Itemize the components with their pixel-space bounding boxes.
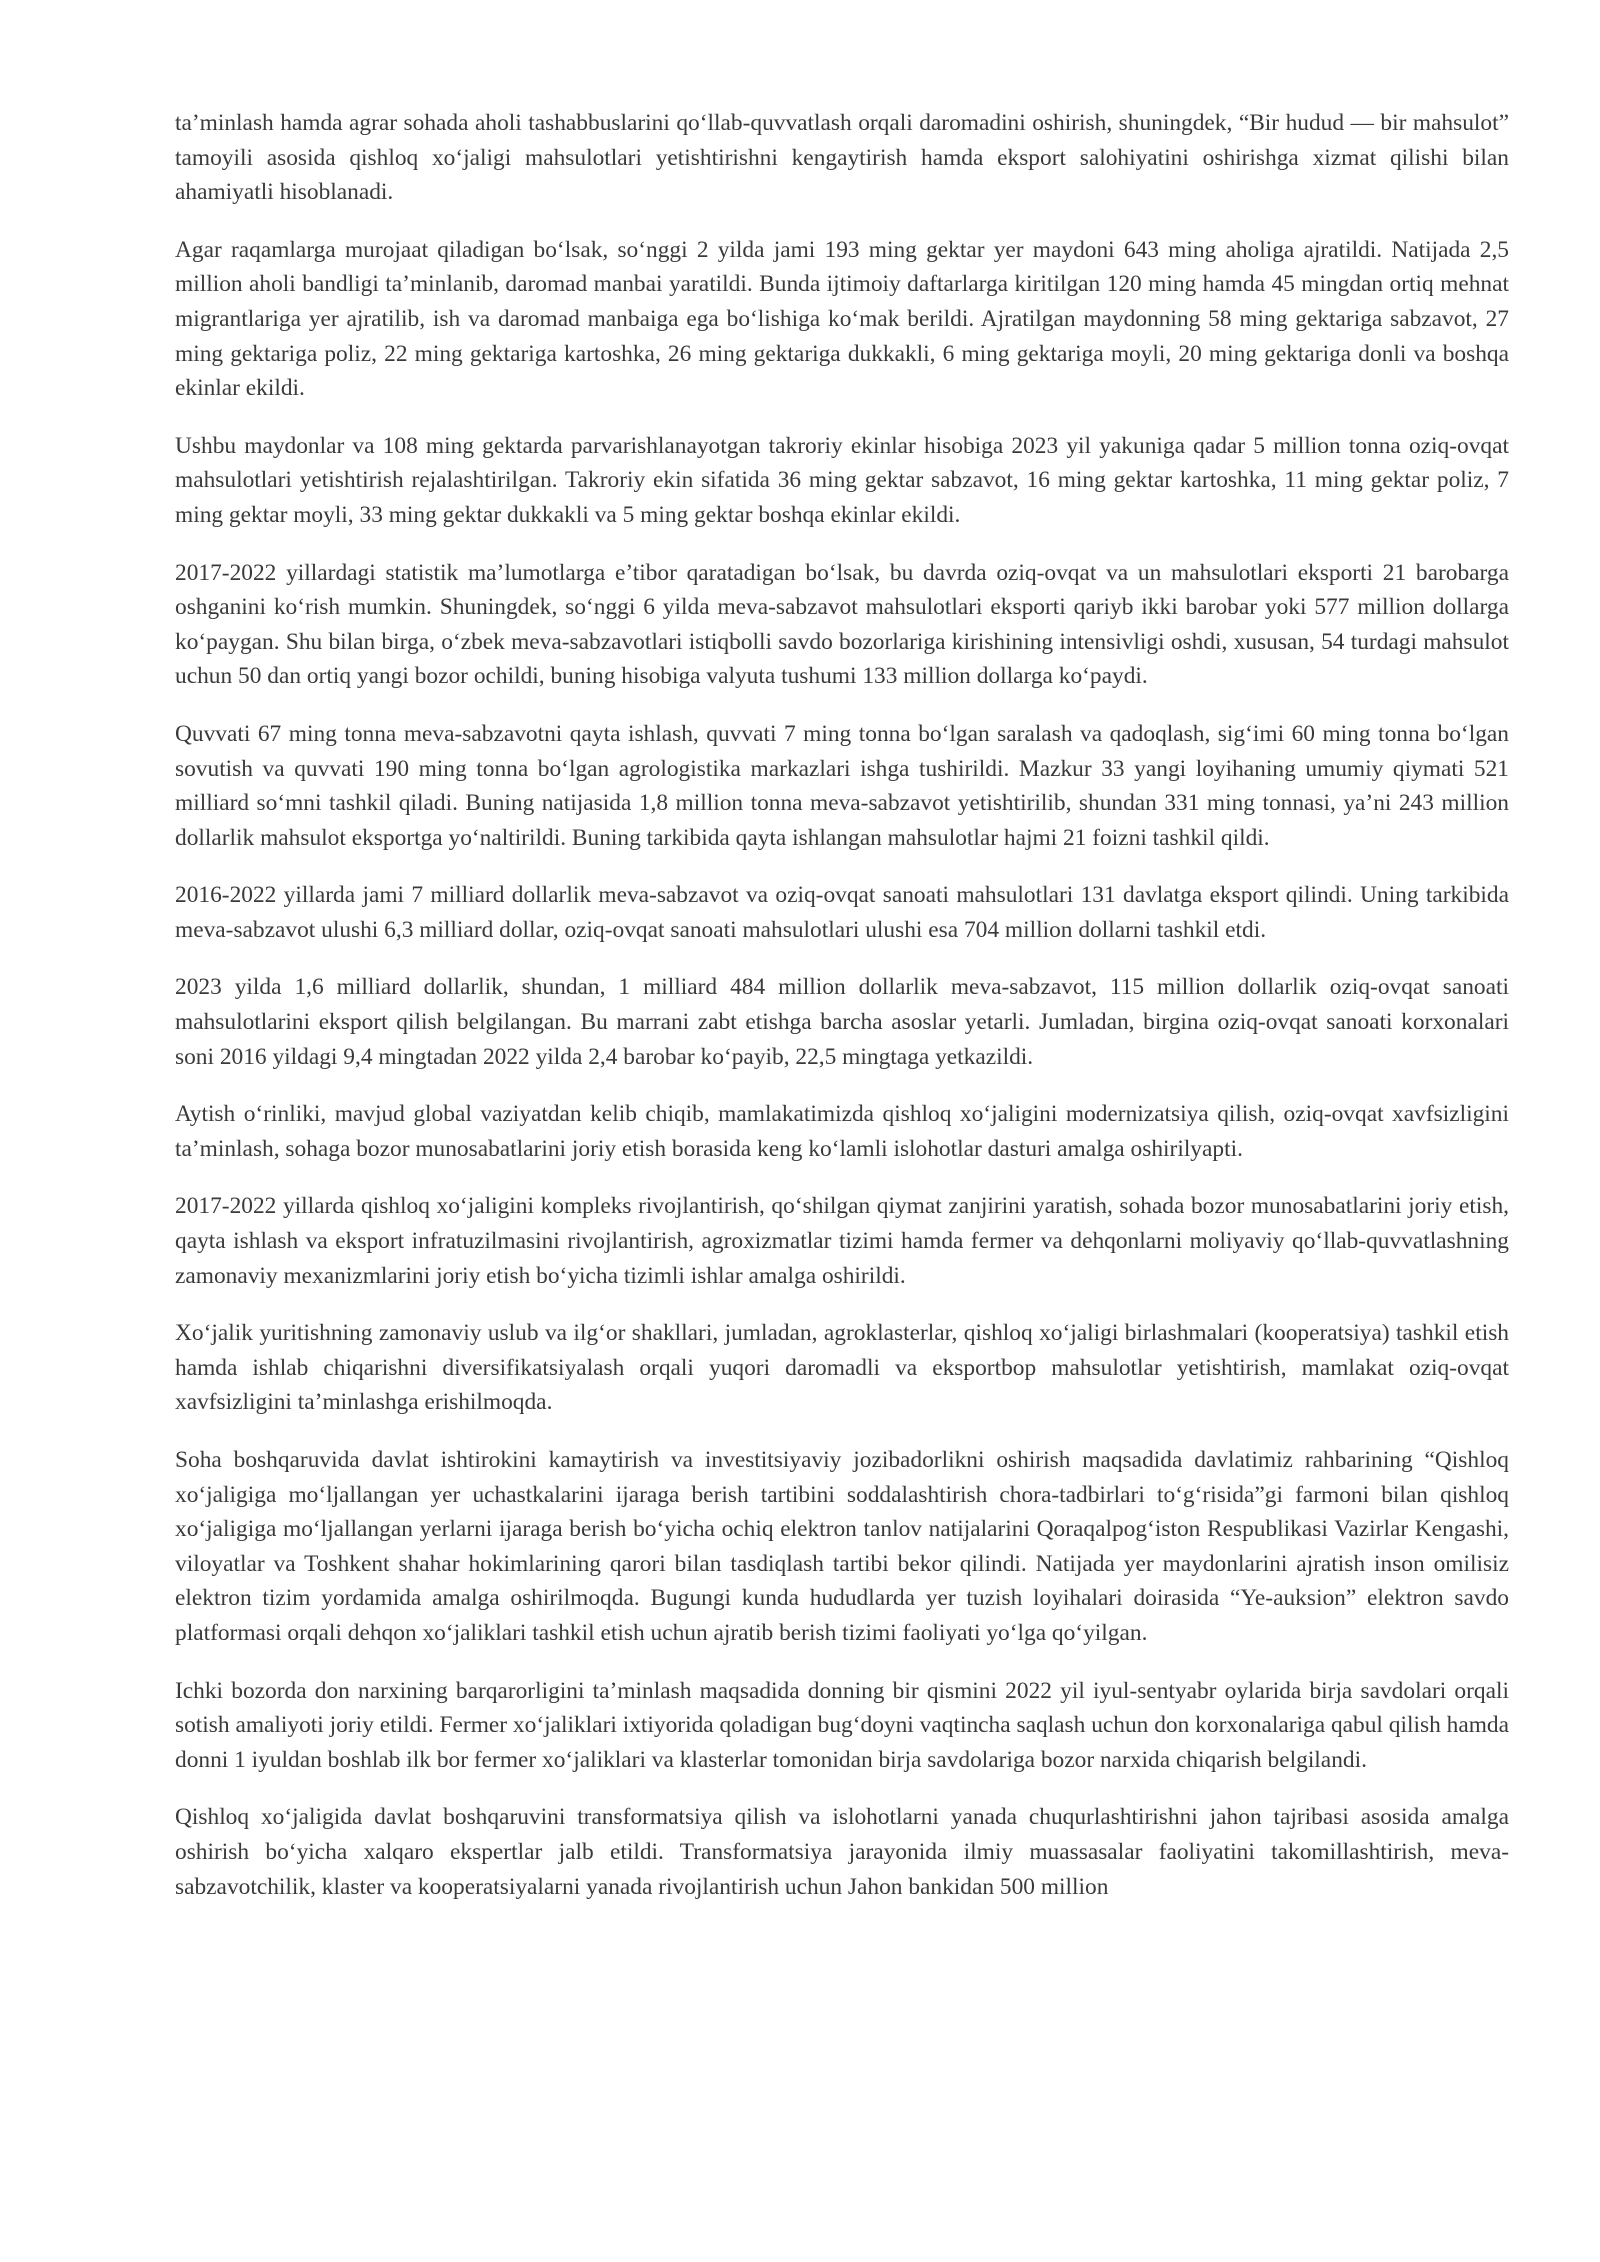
- document-page: [175, 106, 1509, 1927]
- paragraph-9: 2017-2022 yillarda qishloq xo‘jaligini kompleks rivojlantirish, qo‘shilgan qiymat zanjirini yaratish, sohada bozor munosabatlarini joriy etish, qayta ishlash va eksport infratuzilmasini rivojlantirish, agroxizmatlar tizimi hamda fermer va dehqonlarni moliyaviy qo‘llab-quvvatlashning zamonaviy mexanizmlarini joriy etish bo‘yicha tizimli ishlar amalga oshirildi.: [175, 1193, 1509, 1289]
- paragraph-5: Quvvati 67 ming tonna meva-sabzavotni qayta ishlash, quvvati 7 ming tonna bo‘lgan saralash va qadoqlash, sig‘imi 60 ming tonna bo‘lgan sovutish va quvvati 190 ming tonna bo‘lgan agrologistika markazlari ishga tushirildi. Mazkur 33 yangi loyihaning umumiy qiymati 521 milliard so‘mni tashkil qiladi. Buning natijasida 1,8 million tonna meva-sabzavot yetishtirilib, shundan 331 ming tonnasi, ya’ni 243 million dollarlik mahsulot eksportga yo‘naltirildi. Buning tarkibida qayta ishlangan mahsulotlar hajmi 21 foizni tashkil qildi.: [175, 720, 1509, 851]
- paragraph-12: Ichki bozorda don narxining barqarorligini ta’minlash maqsadida donning bir qismini 2022 yil iyul-sentyabr oylarida birja savdolari orqali sotish amaliyoti joriy etildi. Fermer xo‘jaliklari ixtiyorida qoladigan bug‘doyni vaqtincha saqlash uchun don korxonalariga qabul qilish hamda donni 1 iyuldan boshlab ilk bor fermer xo‘jaliklari va klasterlar tomonidan birja savdolariga bozor narxida chiqarish belgilandi.: [175, 1677, 1509, 1773]
- paragraph-8: Aytish o‘rinliki, mavjud global vaziyatdan kelib chiqib, mamlakatimizda qishloq xo‘jaligini modernizatsiya qilish, oziq-ovqat xavfsizligini ta’minlash, sohaga bozor munosabatlarini joriy etish borasida keng ko‘lamli islohotlar dasturi amalga oshirilyapti.: [175, 1101, 1509, 1162]
- paragraph-7: 2023 yilda 1,6 milliard dollarlik, shundan, 1 milliard 484 million dollarlik meva-sabzavot, 115 million dollarlik oziq-ovqat sanoati mahsulotlarini eksport qilish belgilangan. Bu marrani zabt etishga barcha asoslar yetarli. Jumladan, birgina oziq-ovqat sanoati korxonalari soni 2016 yildagi 9,4 mingtadan 2022 yilda 2,4 barobar ko‘payib, 22,5 mingtaga yetkazildi.: [175, 974, 1509, 1070]
- paragraph-2: Agar raqamlarga murojaat qiladigan bo‘lsak, so‘nggi 2 yilda jami 193 ming gektar yer maydoni 643 ming aholiga ajratildi. Natijada 2,5 million aholi bandligi ta’minlanib, daromad manbai yaratildi. Bunda ijtimoiy daftarlarga kiritilgan 120 ming hamda 45 mingdan ortiq mehnat migrantlariga yer ajratilib, ish va daromad manbaiga ega bo‘lishiga ko‘mak berildi. Ajratilgan maydonning 58 ming gektariga sabzavot, 27 ming gektariga poliz, 22 ming gektariga kartoshka, 26 ming gektariga dukkakli, 6 ming gektariga moyli, 20 ming gektariga donli va boshqa ekinlar ekildi.: [175, 236, 1509, 402]
- paragraph-3: Ushbu maydonlar va 108 ming gektarda parvarishlanayotgan takroriy ekinlar hisobiga 2023 yil yakuniga qadar 5 million tonna oziq-ovqat mahsulotlari yetishtirish rejalashtirilgan. Takroriy ekin sifatida 36 ming gektar sabzavot, 16 ming gektar kartoshka, 11 ming gektar poliz, 7 ming gektar moyli, 33 ming gektar dukkakli va 5 ming gektar boshqa ekinlar ekildi.: [175, 432, 1509, 528]
- paragraph-13: Qishloq xo‘jaligida davlat boshqaruvini transformatsiya qilish va islohotlarni yanada chuqurlashtirishni jahon tajribasi asosida amalga oshirish bo‘yicha xalqaro ekspertlar jalb etildi. Transformatsiya jarayonida ilmiy muassasalar faoliyatini takomillashtirish, meva-sabzavotchilik, klaster va kooperatsiyalarni yanada rivojlantirish uchun Jahon bankidan 500 million: [175, 1804, 1509, 1900]
- paragraph-11: Soha boshqaruvida davlat ishtirokini kamaytirish va investitsiyaviy jozibadorlikni oshirish maqsadida davlatimiz rahbarining “Qishloq xo‘jaligiga mo‘ljallangan yer uchastkalarini ijaraga berish tartibini soddalashtirish chora-tadbirlari to‘g‘risida”gi farmoni bilan qishloq xo‘jaligiga mo‘ljallangan yerlarni ijaraga berish bo‘yicha ochiq elektron tanlov natijalarini Qoraqalpog‘iston Respublikasi Vazirlar Kengashi, viloyatlar va Toshkent shahar hokimlarining qarori bilan tasdiqlash tartibi bekor qilindi. Natijada yer maydonlarini ajratish inson omilisiz elektron tizim yordamida amalga oshirilmoqda. Bugungi kunda hududlarda yer tuzish loyihalari doirasida “Ye-auksion” elektron savdo platformasi orqali dehqon xo‘jaliklari tashkil etish uchun ajratib berish tizimi faoliyati yo‘lga qo‘yilgan.: [175, 1447, 1509, 1646]
- paragraph-10: Xo‘jalik yuritishning zamonaviy uslub va ilg‘or shakllari, jumladan, agroklasterlar, qishloq xo‘jaligi birlashmalari (kooperatsiya) tashkil etish hamda ishlab chiqarishni diversifikatsiyalash orqali yuqori daromadli va eksportbop mahsulotlar yetishtirish, mamlakat oziq-ovqat xavfsizligini ta’minlashga erishilmoqda.: [175, 1320, 1509, 1416]
- paragraph-1: ta’minlash hamda agrar sohada aholi tashabbuslarini qo‘llab-quvvatlash orqali daromadini oshirish, shuningdek, “Bir hudud — bir mahsulot” tamoyili asosida qishloq xo‘jaligi mahsulotlari yetishtirishni kengaytirish hamda eksport salohiyatini oshirishga xizmat qilishi bilan ahamiyatli hisoblanadi.: [175, 110, 1509, 206]
- paragraph-6: 2016-2022 yillarda jami 7 milliard dollarlik meva-sabzavot va oziq-ovqat sanoati mahsulotlari 131 davlatga eksport qilindi. Uning tarkibida meva-sabzavot ulushi 6,3 milliard dollar, oziq-ovqat sanoati mahsulotlari ulushi esa 704 million dollarni tashkil etdi.: [175, 882, 1509, 943]
- paragraph-4: 2017-2022 yillardagi statistik ma’lumotlarga e’tibor qaratadigan bo‘lsak, bu davrda oziq-ovqat va un mahsulotlari eksporti 21 barobarga oshganini ko‘rish mumkin. Shuningdek, so‘nggi 6 yilda meva-sabzavot mahsulotlari eksporti qariyb ikki barobar yoki 577 million dollarga ko‘paygan. Shu bilan birga, o‘zbek meva-sabzavotlari istiqbolli savdo bozorlariga kirishining intensivligi oshdi, xususan, 54 turdagi mahsulot uchun 50 dan ortiq yangi bozor ochildi, buning hisobiga valyuta tushumi 133 million dollarga ko‘paydi.: [175, 559, 1509, 690]
